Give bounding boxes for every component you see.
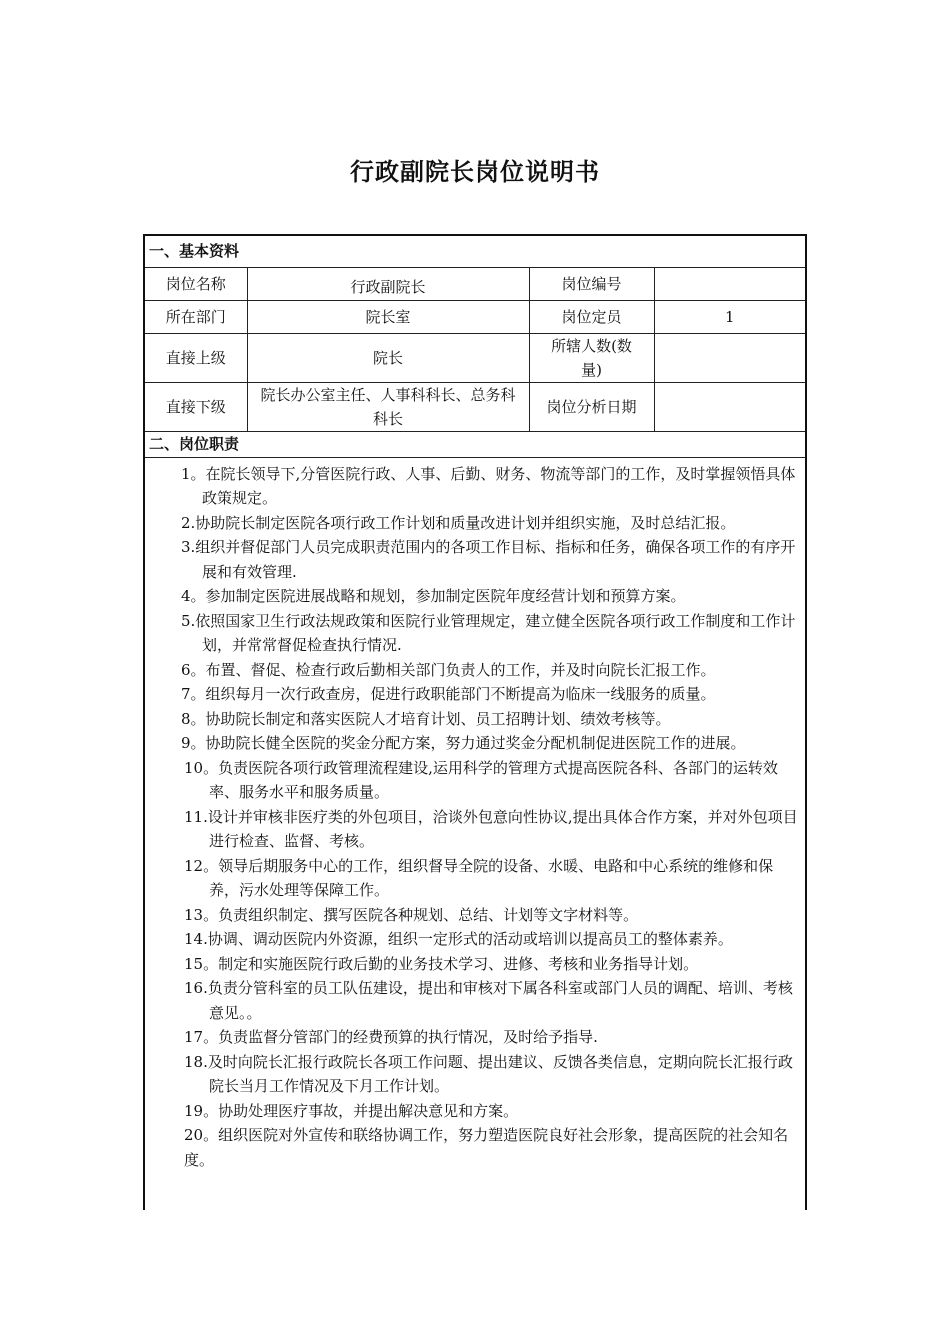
duty-item: 6。布置、督促、检查行政后勤相关部门负责人的工作，并及时向院长汇报工作。 [181,660,716,679]
duty-item: 17。负责监督分管部门的经费预算的执行情况，及时给予指导. [184,1028,598,1046]
duty-item: 20。组织医院对外宣传和联络协调工作，努力塑造医院良好社会形象，提高医院的社会知名度。 [184,1126,789,1169]
field-label: 直接下级 [144,382,247,431]
duty-item: 16.负责分管科室的员工队伍建设，提出和审核对下属各科室或部门人员的调配、培训、考核意见。。 [184,979,793,1022]
duty-item: 11.设计并审核非医疗类的外包项目，洽谈外包意向性协议,提出具体合作方案，并对外包项目进行检查、监督、考核。 [184,807,798,850]
field-label: 岗位名称 [144,267,247,300]
field-value [654,267,806,300]
duty-item: 8。协助院长制定和落实医院人才培育计划、员工招聘计划、绩效考核等。 [181,709,671,728]
field-label: 直接上级 [144,333,247,382]
duties-row [144,457,806,1210]
duty-item: 2.协助院长制定医院各项行政工作计划和质量改进计划并组织实施，及时总结汇报。 [181,513,736,532]
field-value: 1 [654,300,806,333]
section-duties-header [144,431,806,457]
field-value: 院长 [247,333,529,382]
duty-item: 12。领导后期服务中心的工作，组织督导全院的设备、水暖、电路和中心系统的维修和保养，污水处理等保障工作。 [184,856,774,899]
table-row [144,333,806,382]
duty-item: 7。组织每月一次行政查房，促进行政职能部门不断提高为临床一线服务的质量。 [181,685,716,703]
duty-item: 18.及时向院长汇报行政院长各项工作问题、提出建议、反馈各类信息，定期向院长汇报行政院长当月工作情况及下月工作计划。 [184,1052,793,1095]
field-value [654,382,806,431]
duties-list [144,457,806,1210]
section-heading: 二、岗位职责 [144,431,806,457]
field-value: 院长办公室主任、人事科科长、总务科科长 [247,382,529,431]
table-row [144,267,806,300]
field-label: 所在部门 [144,300,247,333]
duty-item: 1。在院长领导下,分管医院行政、人事、后勤、财务、物流等部门的工作，及时掌握领悟具体政策规定。 [181,464,796,507]
duty-item: 13。负责组织制定、撰写医院各种规划、总结、计划等文字材料等。 [184,905,639,924]
field-value: 院长室 [247,300,529,333]
duty-item: 9。协助院长健全医院的奖金分配方案，努力通过奖金分配机制促进医院工作的进展。 [181,734,746,752]
field-value [654,333,806,382]
duty-item: 19。协助处理医疗事故，并提出解决意见和方案。 [184,1101,519,1120]
section-heading: 一、基本资料 [144,235,806,267]
table-row [144,382,806,431]
duty-item: 3.组织并督促部门人员完成职责范围内的各项工作目标、指标和任务，确保各项工作的有序开展和有效管理. [181,538,796,581]
table-row [144,300,806,333]
duty-item: 4。参加制定医院进展战略和规划，参加制定医院年度经营计划和预算方案。 [181,587,686,605]
document-title: 行政副院长岗位说明书 [350,158,600,186]
section-basic-info-header [144,235,806,267]
duty-item: 14.协调、调动医院内外资源，组织一定形式的活动或培训以提高员工的整体素养。 [184,930,733,948]
field-label: 岗位定员 [529,300,654,333]
job-description-table [143,234,807,1210]
duty-item: 15。制定和实施医院行政后勤的业务技术学习、进修、考核和业务指导计划。 [184,954,699,973]
duty-item: 5.依照国家卫生行政法规政策和医院行业管理规定，建立健全医院各项行政工作制度和工作计划，并常常督促检查执行情况. [181,611,796,654]
field-value: 行政副院长 [247,267,529,300]
field-label: 岗位分析日期 [529,382,654,431]
field-label: 岗位编号 [529,267,654,300]
field-label: 所辖人数(数量) [529,333,654,382]
duty-item: 10。负责医院各项行政管理流程建设,运用科学的管理方式提高医院各科、各部门的运转效率、服务水平和服务质量。 [184,758,778,801]
